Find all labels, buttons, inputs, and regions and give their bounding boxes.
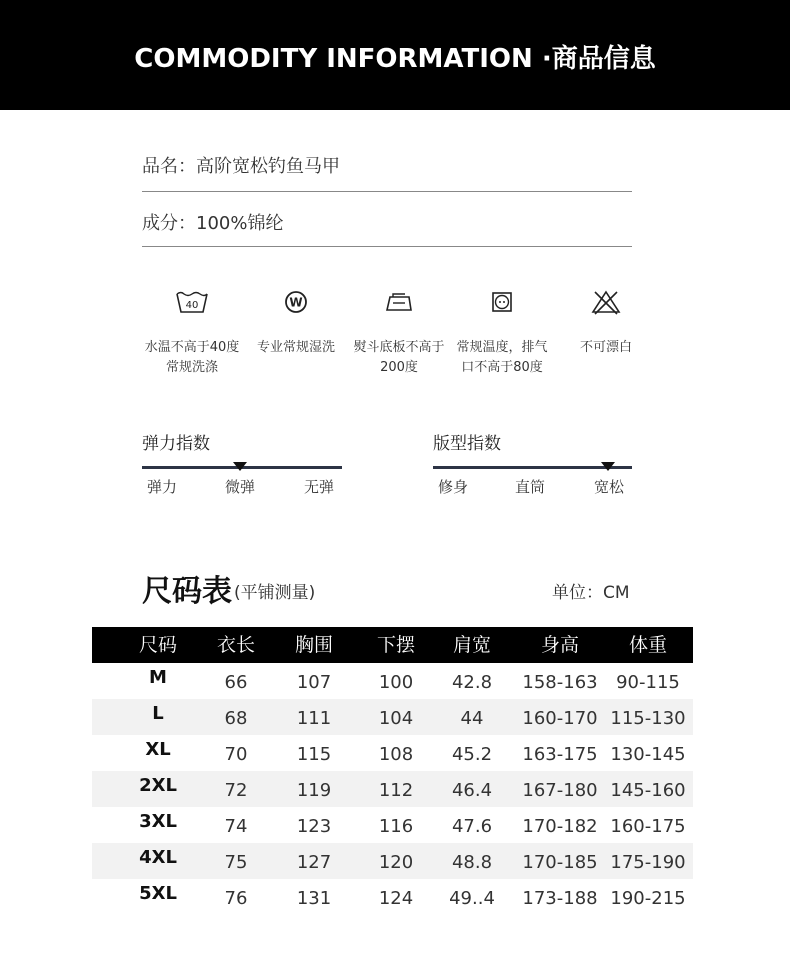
table-cell: 90-115 <box>616 672 680 693</box>
table-cell: 111 <box>296 708 332 729</box>
table-cell: 74 <box>224 816 248 837</box>
wet-clean-icon <box>282 288 310 316</box>
size-cell: 4XL <box>139 847 177 868</box>
table-cell: 49..4 <box>449 888 495 909</box>
table-row <box>92 879 693 915</box>
table-cell: 75 <box>224 852 248 873</box>
care-item-iron <box>344 288 454 378</box>
svg-text:40: 40 <box>185 300 199 311</box>
table-row <box>92 699 693 735</box>
table-cell: 131 <box>296 888 332 909</box>
size-chart-subtitle: (平铺测量) <box>234 583 316 603</box>
care-item-wetclean <box>241 288 351 358</box>
size-table <box>92 627 693 915</box>
column-header: 衣长 <box>216 634 255 656</box>
table-cell: 160-175 <box>610 816 686 837</box>
table-cell: 170-182 <box>522 816 598 837</box>
page-title: COMMODITY INFORMATION ·商品信息 <box>134 44 656 74</box>
care-item-dry <box>447 288 557 378</box>
table-cell: 190-215 <box>610 888 686 909</box>
no-bleach-icon <box>590 288 622 316</box>
table-cell: 119 <box>296 780 332 801</box>
table-cell: 72 <box>224 780 248 801</box>
product-composition: 成分：100%锦纶 <box>142 213 284 234</box>
column-header: 下摆 <box>376 634 415 656</box>
table-cell: 44 <box>460 708 484 729</box>
table-cell: 115-130 <box>610 708 686 729</box>
table-cell: 123 <box>296 816 332 837</box>
fit-label: 修身 <box>437 478 468 496</box>
table-cell: 45.2 <box>451 744 493 765</box>
size-chart-title: 尺码表 <box>142 574 232 609</box>
column-header: 胸围 <box>294 634 333 656</box>
column-header: 体重 <box>628 634 667 656</box>
care-text-line: 200度 <box>380 360 418 375</box>
table-row <box>92 807 693 843</box>
table-cell: 160-170 <box>522 708 598 729</box>
table-row <box>92 771 693 807</box>
table-cell: 170-185 <box>522 852 598 873</box>
elasticity-label: 微弹 <box>224 478 255 496</box>
care-text-line: 常规温度，排气 <box>456 340 548 355</box>
care-text-line: 口不高于80度 <box>461 360 543 375</box>
svg-text:W: W <box>289 295 303 310</box>
care-text-line: 专业常规湿洗 <box>256 340 335 355</box>
size-cell: 2XL <box>139 775 177 796</box>
table-cell: 66 <box>224 672 248 693</box>
elasticity-title: 弹力指数 <box>142 434 210 454</box>
table-cell: 173-188 <box>522 888 598 909</box>
table-cell: 76 <box>224 888 248 909</box>
care-text-line: 不可漂白 <box>579 340 632 355</box>
column-header: 身高 <box>540 634 579 656</box>
table-cell: 175-190 <box>610 852 686 873</box>
table-cell: 115 <box>296 744 332 765</box>
divider <box>142 191 632 192</box>
table-cell: 124 <box>378 888 414 909</box>
table-cell: 112 <box>378 780 414 801</box>
care-text-line: 水温不高于40度 <box>144 340 240 355</box>
care-item-bleach <box>551 288 661 358</box>
elasticity-label: 弹力 <box>146 478 177 496</box>
table-cell: 104 <box>378 708 414 729</box>
table-row <box>92 735 693 771</box>
table-cell: 116 <box>378 816 414 837</box>
size-cell: 5XL <box>139 883 177 904</box>
table-row <box>92 663 693 699</box>
size-table-body <box>92 663 693 915</box>
product-name: 品名：高阶宽松钓鱼马甲 <box>142 156 340 177</box>
size-table-header <box>92 627 693 663</box>
table-row <box>92 843 693 879</box>
table-cell: 167-180 <box>522 780 598 801</box>
fit-title: 版型指数 <box>433 434 501 454</box>
table-cell: 100 <box>378 672 414 693</box>
divider <box>142 246 632 247</box>
table-cell: 70 <box>224 744 248 765</box>
table-cell: 130-145 <box>610 744 686 765</box>
care-item-wash <box>137 288 247 378</box>
elasticity-marker-icon <box>233 462 247 471</box>
fit-label: 直筒 <box>514 478 545 496</box>
column-header: 肩宽 <box>452 634 491 656</box>
elasticity-label: 无弹 <box>303 478 334 496</box>
header-banner <box>0 0 790 110</box>
table-cell: 47.6 <box>451 816 493 837</box>
size-cell: 3XL <box>139 811 177 832</box>
size-cell: M <box>149 667 167 688</box>
table-cell: 107 <box>296 672 332 693</box>
table-cell: 145-160 <box>610 780 686 801</box>
tumble-dry-icon <box>488 288 516 316</box>
size-chart-unit: 单位：CM <box>552 583 630 603</box>
iron-icon <box>383 288 415 316</box>
table-cell: 127 <box>296 852 332 873</box>
table-cell: 68 <box>224 708 248 729</box>
size-cell: L <box>152 703 164 724</box>
wash-40-icon <box>175 288 209 316</box>
table-cell: 42.8 <box>451 672 493 693</box>
column-header: 尺码 <box>138 634 177 656</box>
table-cell: 46.4 <box>451 780 493 801</box>
table-cell: 108 <box>378 744 414 765</box>
table-cell: 163-175 <box>522 744 598 765</box>
table-cell: 120 <box>378 852 414 873</box>
table-cell: 158-163 <box>522 672 598 693</box>
table-cell: 48.8 <box>451 852 493 873</box>
size-cell: XL <box>145 739 171 760</box>
care-text-line: 常规洗涤 <box>165 360 218 375</box>
care-text-line: 熨斗底板不高于 <box>353 340 445 355</box>
fit-marker-icon <box>601 462 615 471</box>
fit-label: 宽松 <box>593 478 624 496</box>
